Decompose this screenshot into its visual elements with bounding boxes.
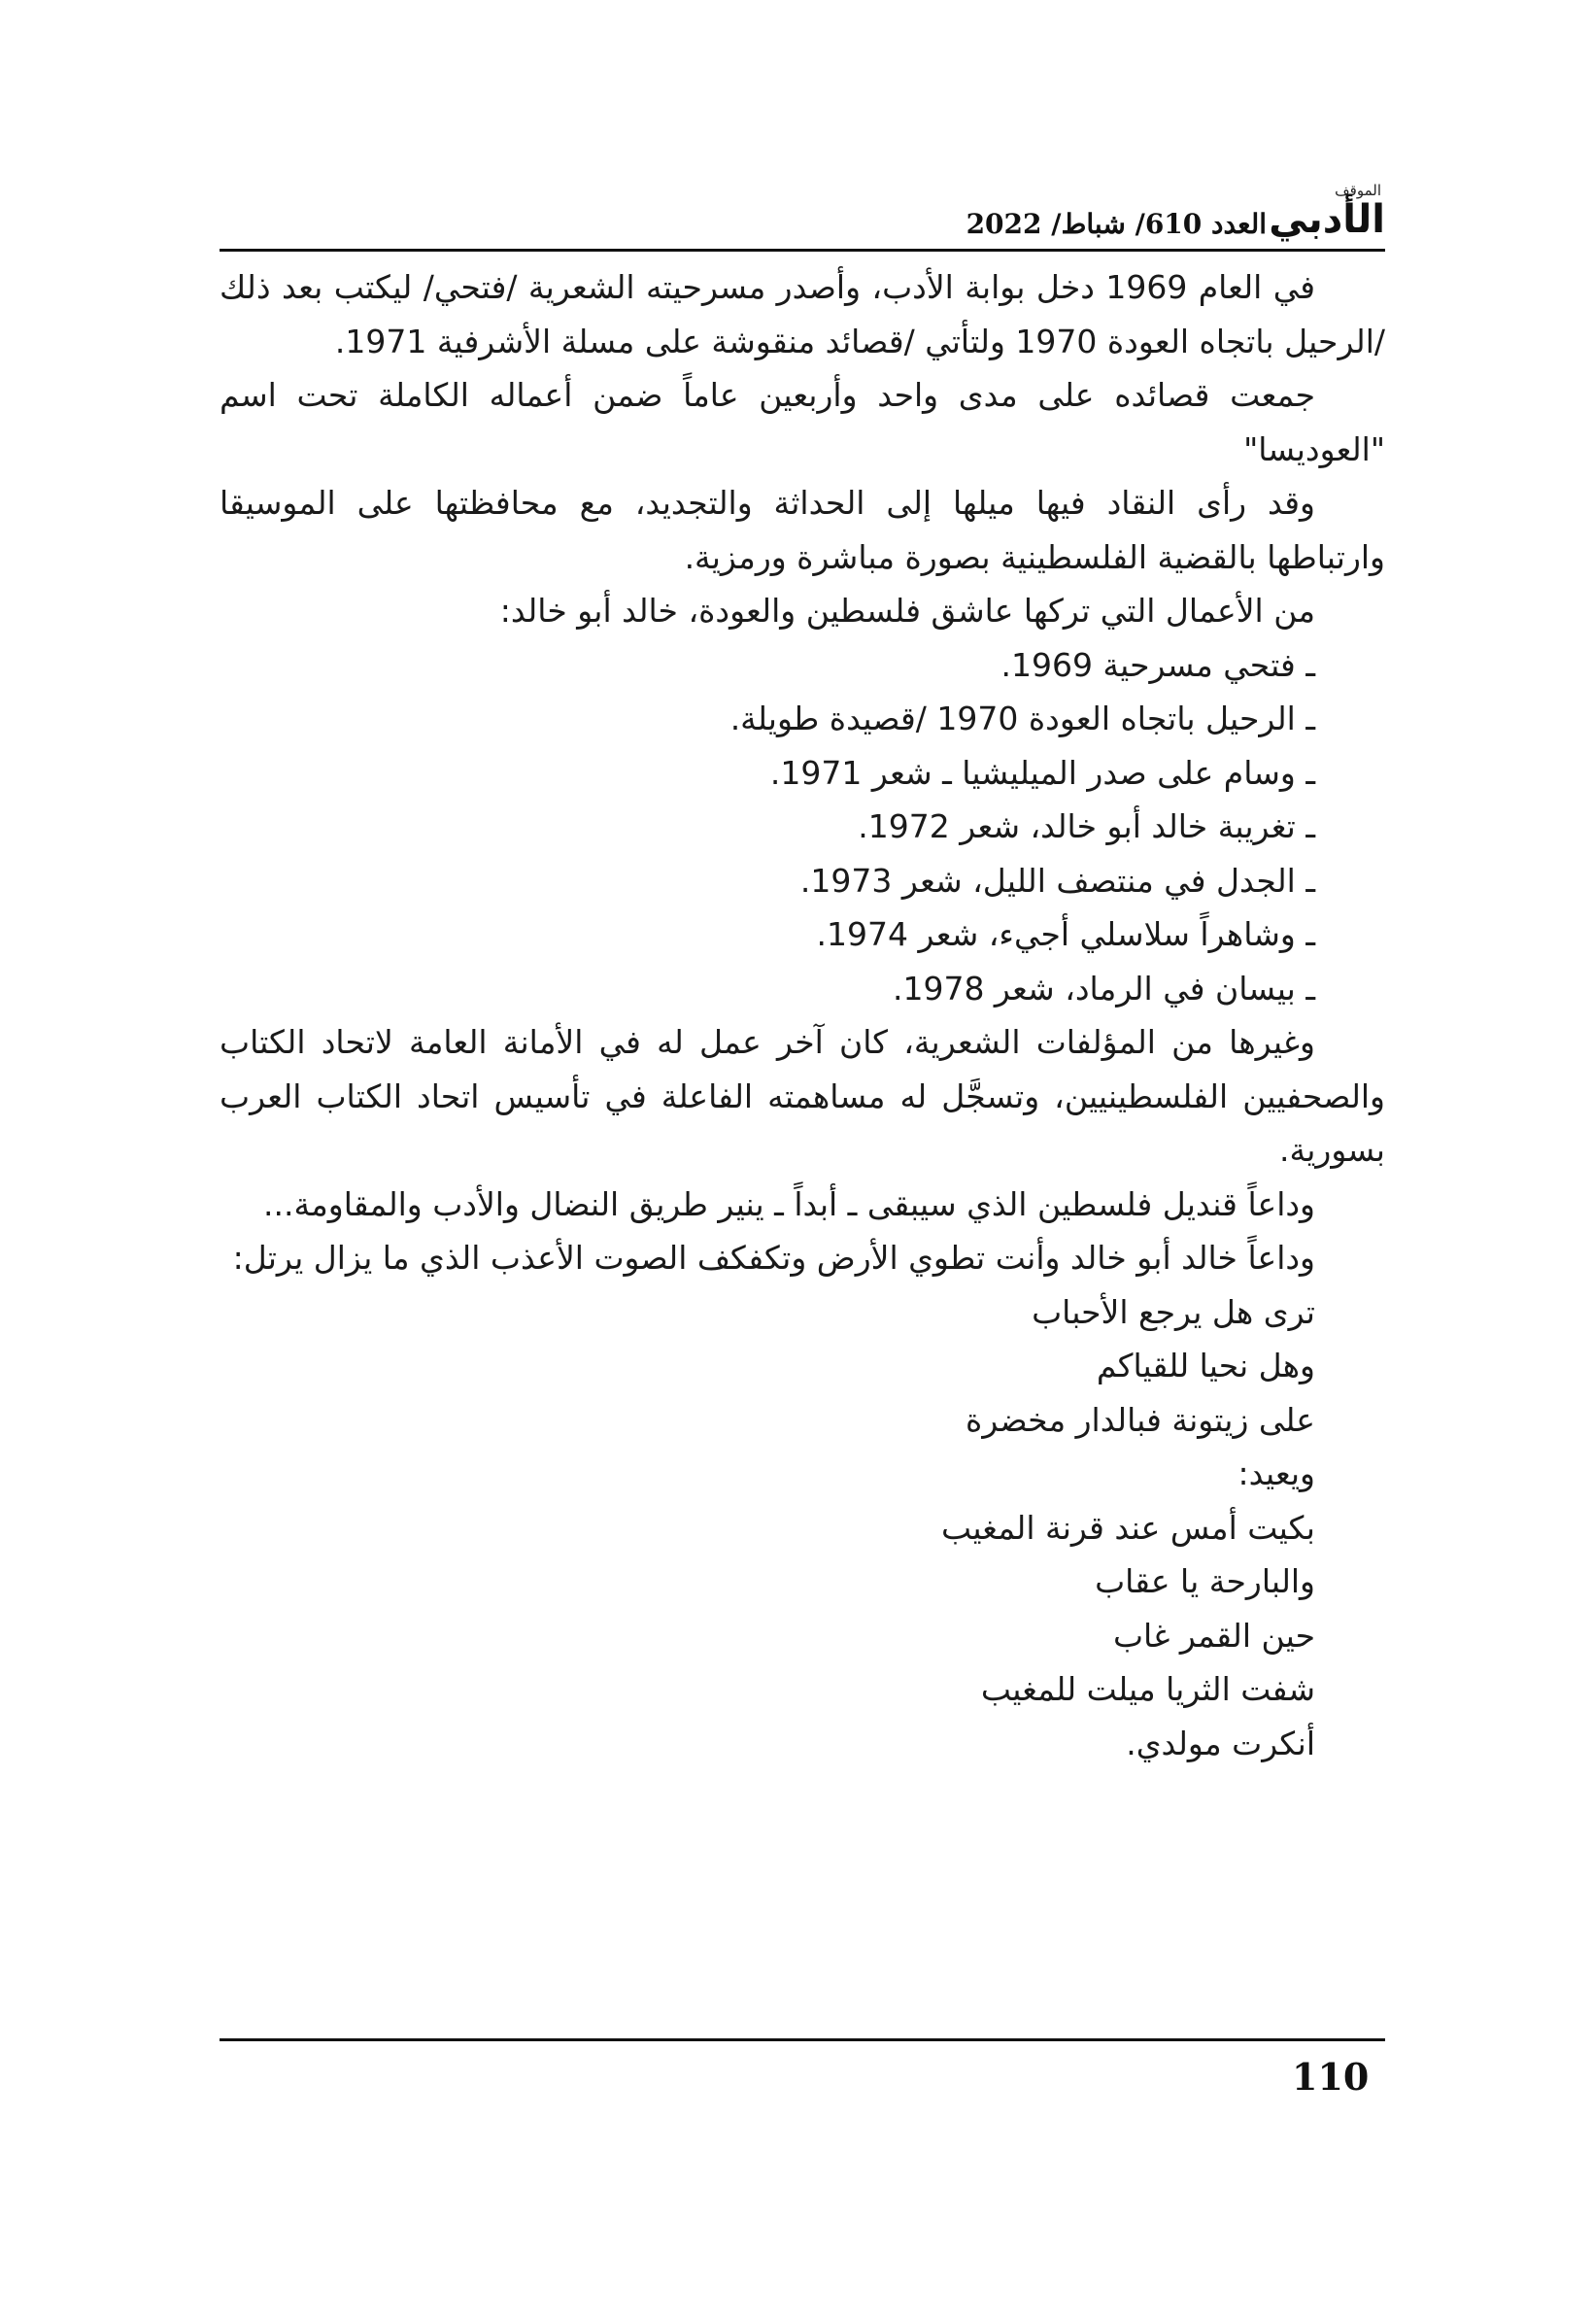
poem-line: حين القمر غاب — [1112, 1616, 1315, 1655]
works-intro: من الأعمال التي تركها عاشق فلسطين والعودة، خالد أبو خالد: — [499, 592, 1315, 630]
works-item: ـ الجدل في منتصف الليل، شعر 1973. — [799, 861, 1315, 900]
works-item: ـ بيسان في الرماد، شعر 1978. — [892, 969, 1315, 1008]
paragraph: وغيرها من المؤلفات الشعرية، كان آخر عمل له في الأمانة العامة لاتحاد الكتاب والصحفيين الفلسطينيين، وتسجَّل له مساهمته الفاعلة في تأسيس اتحاد الكتاب العرب بسورية. — [220, 1023, 1385, 1169]
page-number: 110 — [1292, 2055, 1370, 2099]
poem-line: بكيت أمس عند قرنة المغيب — [940, 1508, 1315, 1547]
page-header — [220, 183, 1385, 251]
paragraph: وقد رأى النقاد فيها ميلها إلى الحداثة والتجديد، مع محافظتها على الموسيقا وارتباطها بالقضية الفلسطينية بصورة مباشرة ورمزية. — [220, 484, 1385, 576]
poem-line: شفت الثريا ميلت للمغيب — [980, 1670, 1315, 1708]
works-item: ـ وشاهراً سلاسلي أجيء، شعر 1974. — [816, 915, 1315, 953]
paragraph: وداعاً قنديل فلسطين الذي سيبقى ـ أبداً ـ ينير طريق النضال والأدب والمقاومة... — [262, 1184, 1315, 1223]
works-item: ـ تغريبة خالد أبو خالد، شعر 1972. — [858, 807, 1315, 845]
works-item: ـ فتحي مسرحية 1969. — [1000, 645, 1315, 684]
logo-small-text: الموقف — [1335, 182, 1381, 199]
poem-line: وهل نحيا للقياكم — [1096, 1347, 1315, 1384]
poem-line: على زيتونة فبالدار مخضرة — [966, 1400, 1315, 1439]
poem-line: والبارحة يا عقاب — [1095, 1562, 1315, 1600]
poem-line: ويعيد: — [1237, 1454, 1315, 1492]
magazine-logo — [1269, 182, 1385, 245]
logo-title: الأدبي — [1269, 197, 1385, 242]
article-body — [220, 260, 1385, 1770]
footer-rule — [220, 2038, 1385, 2041]
paragraph: في العام 1969 دخل بوابة الأدب، وأصدر مسرحيته الشعرية /فتحي/ ليكتب بعد ذلك /الرحيل باتجاه العودة 1970 ولتأتي /قصائد منقوشة على مسلة الأشرفية 1971. — [220, 268, 1385, 360]
poem-line: أنكرت مولدي. — [1126, 1724, 1315, 1762]
issue-info: العدد 610/ شباط/ 2022 — [966, 208, 1267, 240]
paragraph: وداعاً خالد أبو خالد وأنت تطوي الأرض وتكفكف الصوت الأعذب الذي ما يزال يرتل: — [232, 1239, 1315, 1277]
works-item: ـ وسام على صدر الميليشيا ـ شعر 1971. — [769, 753, 1315, 792]
poem-line: ترى هل يرجع الأحباب — [1032, 1292, 1315, 1331]
header-rule — [220, 249, 1385, 252]
works-item: ـ الرحيل باتجاه العودة 1970 /قصيدة طويلة. — [729, 700, 1315, 737]
paragraph: جمعت قصائده على مدى واحد وأربعين عاماً ضمن أعماله الكاملة تحت اسم "العوديسا" — [220, 376, 1385, 468]
